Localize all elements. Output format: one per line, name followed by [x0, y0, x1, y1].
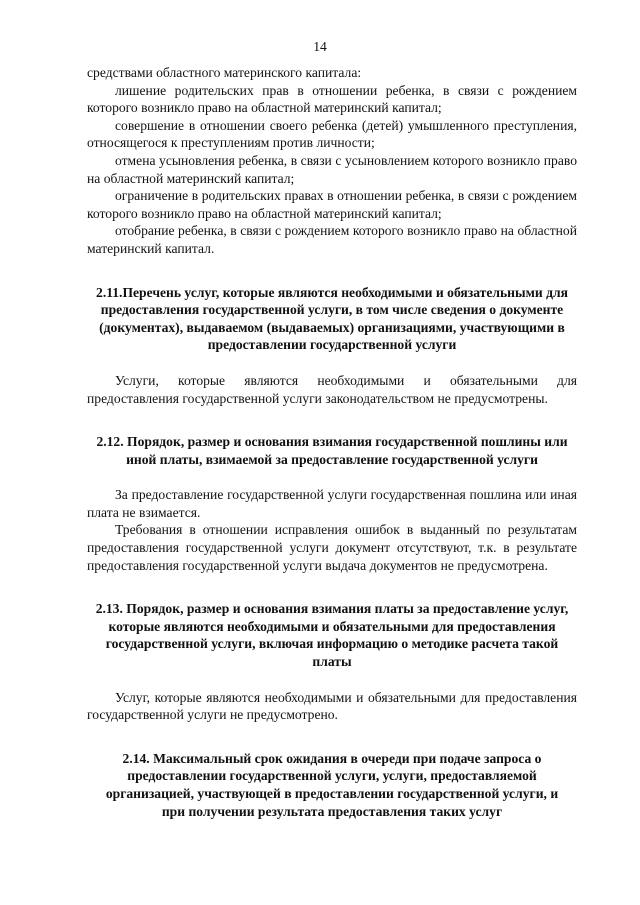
- section-gap: [87, 468, 577, 486]
- paragraph: совершение в отношении своего ребенка (детей) умышленного преступления, относящегося к преступлениям против личности;: [87, 117, 577, 151]
- section-gap: [87, 574, 577, 600]
- section-heading: 2.14. Максимальный срок ожидания в очереди при подаче запроса о предоставлении государственной услуги, услуги, предоставляемой организацией, участвующей в предоставлении государственной услуги, и при получении результата предоставления таких услуг: [105, 750, 559, 819]
- paragraph: Требования в отношении исправления ошибок в выданный по результатам предоставления государственной услуги документ отсутствуют, т.к. в результате предоставления государственной услуги выдача документов не предусмотрена.: [87, 522, 577, 573]
- section-gap: [87, 354, 577, 372]
- section-gap: [87, 671, 577, 689]
- section-gap: [87, 724, 577, 750]
- paragraph: лишение родительских прав в отношении ребенка, в связи с рождением которого возникло право на областной материнский капитал;: [87, 82, 577, 116]
- section-heading: 2.11.Перечень услуг, которые являются необходимыми и обязательными для предоставления государственной услуги, в том числе сведения о документе (документах), выдаваемом (выдаваемых) организациями, участвующими в предоставлении государственной услуги: [96, 284, 568, 353]
- paragraph: средствами областного материнского капитала:: [87, 65, 362, 80]
- paragraph: За предоставление государственной услуги государственная пошлина или иная плата не взимается.: [87, 487, 577, 520]
- paragraph: Услуги, которые являются необходимыми и обязательными для предоставления государственной услуги законодательством не предусмотрены.: [87, 372, 577, 406]
- section-heading: 2.13. Порядок, размер и основания взимания платы за предоставление услуг, которые являются необходимыми и обязательными для предоставления государственной услуги, включая информацию о методике расчета такой платы: [95, 601, 569, 670]
- section-heading: 2.12. Порядок, размер и основания взимания государственной пошлины или иной платы, взимаемой за предоставление государственной услуги: [96, 434, 568, 467]
- paragraph: Услуг, которые являются необходимыми и обязательными для предоставления государственной услуги не предусмотрено.: [87, 689, 577, 723]
- paragraph: отмена усыновления ребенка, в связи с усыновлением которого возникло право на областной материнский капитал;: [87, 152, 577, 186]
- paragraph: ограничение в родительских правах в отношении ребенка, в связи с рождением которого возникло право на областной материнский капитал;: [87, 188, 577, 221]
- page-body: [87, 64, 577, 820]
- section-gap: [87, 258, 577, 284]
- page-number: 14: [313, 39, 327, 54]
- section-gap: [87, 407, 577, 433]
- paragraph: отобрание ребенка, в связи с рождением которого возникло право на областной материнский капитал.: [87, 223, 577, 256]
